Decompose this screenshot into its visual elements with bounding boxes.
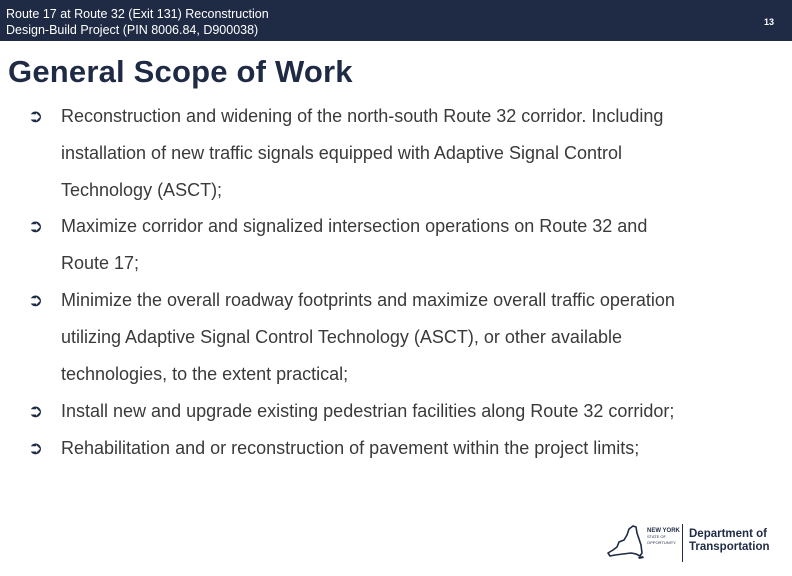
bullet-text <box>61 430 751 467</box>
bullet-text <box>61 282 751 393</box>
dept-line1: Department of <box>689 528 767 540</box>
header-title <box>6 6 269 38</box>
bullet-line: technologies, to the extent practical; <box>61 364 349 384</box>
bullet-line: Minimize the overall roadway footprints and maximize overall traffic operation <box>61 290 675 310</box>
bullet-text <box>61 208 751 282</box>
ny-line2: STATE OF <box>647 534 666 539</box>
curved-arrow-icon: ➲ <box>28 438 44 459</box>
slide-number: 13 <box>763 17 774 27</box>
bullet-line: utilizing Adaptive Signal Control Technology (ASCT), or other available <box>61 327 622 347</box>
bullet-line: Reconstruction and widening of the north-south Route 32 corridor. Including <box>61 106 664 126</box>
bullet-line: Install new and upgrade existing pedestrian facilities along Route 32 corridor; <box>61 401 675 421</box>
header-bar <box>0 0 792 41</box>
curved-arrow-icon: ➲ <box>28 401 44 422</box>
curved-arrow-icon: ➲ <box>28 216 44 237</box>
logo-divider <box>682 524 683 562</box>
header-title-line1: Route 17 at Route 32 (Exit 131) Reconstruction <box>6 7 269 21</box>
bullet-text <box>61 98 751 209</box>
bullet-line: Maximize corridor and signalized intersection operations on Route 32 and <box>61 216 648 236</box>
page-title: General Scope of Work <box>8 54 353 89</box>
ny-state-wordmark <box>647 528 680 546</box>
nysdot-logo <box>605 522 780 564</box>
ny-state-map-icon <box>605 523 645 563</box>
bullet-line: Technology (ASCT); <box>61 180 223 200</box>
dept-wordmark <box>689 528 770 554</box>
bullet-line: Rehabilitation and or reconstruction of pavement within the project limits; <box>61 438 640 458</box>
header-title-line2: Design-Build Project (PIN 8006.84, D900038) <box>6 23 259 37</box>
curved-arrow-icon: ➲ <box>28 290 44 311</box>
ny-line1: NEW YORK <box>647 528 680 534</box>
bullet-line: Route 17; <box>61 253 140 273</box>
dept-line2: Transportation <box>689 541 770 553</box>
curved-arrow-icon: ➲ <box>28 106 44 127</box>
ny-line3: OPPORTUNITY. <box>647 540 677 545</box>
bullet-line: installation of new traffic signals equipped with Adaptive Signal Control <box>61 143 623 163</box>
bullet-text <box>61 393 751 430</box>
